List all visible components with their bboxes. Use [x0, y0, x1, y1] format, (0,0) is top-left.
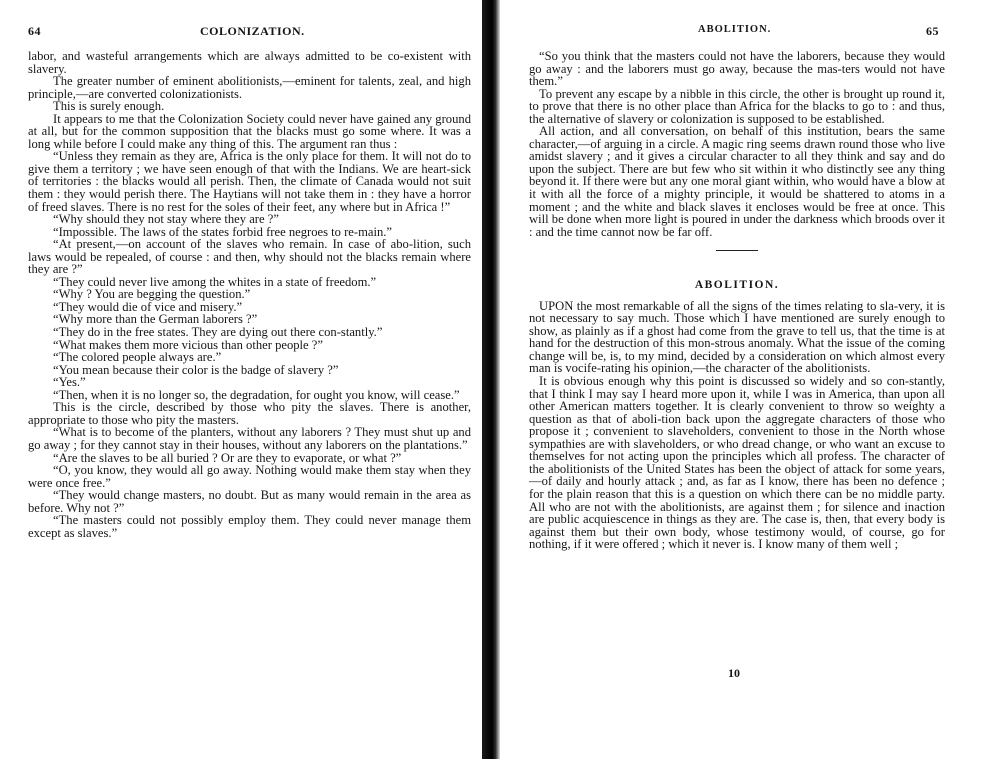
paragraph: “Why ? You are begging the question.”	[53, 287, 251, 302]
paragraph: It appears to me that the Colonization Society could never have gained any ground at all, but for the common supposition that the blacks must go some where. It was a long while before I could make any thing of this. The argument ran thus :	[28, 111, 471, 151]
paragraph: The greater number of eminent abolitionists,—eminent for talents, zeal, and high principle,—are converted colonizationists.	[28, 74, 471, 101]
paragraph: “At present,—on account of the slaves who remain. In case of abo-lition, such laws would be repealed, of course : and then, why should not the blacks remain where they are ?”	[28, 237, 471, 277]
book-gutter	[482, 0, 500, 759]
paragraph: “So you think that the masters could not have the laborers, because they would go away : and the laborers must go away, because the mas-ters would not have them.”	[529, 49, 945, 89]
paragraph: It is obvious enough why this point is discussed so widely and so con-stantly, that I think I may say I heard more upon it, while I was in America, than upon all other American matters together. It is clearly convenient to throw so weighty a question as that of aboli-tion back upon the aggregate characters of those who propose it ; convenient to slaveholders, convenient to those in the North whose sympathies are with slaveholders, or who dread change, or who want an excuse to themselves for not acting upon the principles which all profess. The character of the abolitionists of the United States has been the object of attack for some years,—of daily and hourly attack ; and, as far as I know, there has been no defence ; for the plain reason that this is a question on which there can be no middle party. All who are not with the abolitionists, are against them ; for silence and inaction are public acquiescence in things as they are. The case is, then, that every body is against them but their own body, whose testimony would, of course, go for nothing, if it were offered ; which it never is. I know many of them well ;	[529, 374, 945, 552]
paragraph: “What makes them more vicious than other people ?”	[53, 337, 323, 352]
paragraph: This is surely enough.	[53, 99, 165, 114]
paragraph: “They do in the free states. They are dying out there con-stantly.”	[53, 325, 383, 340]
paragraph: “Then, when it is no longer so, the degradation, for ought you know, will cease.”	[53, 387, 460, 402]
section-divider	[716, 250, 758, 251]
paragraph: “The colored people always are.”	[53, 350, 222, 365]
paragraph: To prevent any escape by a nibble in this circle, the other is brought up round it, to prove that there is no other place than Africa for the blacks to go to : and thus, the alternative of slavery or colonization is supposed to be established.	[529, 86, 945, 126]
running-header-left: COLONIZATION.	[200, 24, 305, 38]
paragraph: “They would die of vice and misery.”	[53, 299, 243, 314]
page-number-left: 64	[28, 24, 41, 38]
paragraph: labor, and wasteful arrangements which are always admitted to be co-existent with slavery.	[28, 49, 471, 76]
paragraph: “O, you know, they would all go away. Nothing would make them stay when they were once free.”	[28, 463, 471, 490]
section-title: ABOLITION.	[694, 279, 780, 292]
paragraph: “The masters could not possibly employ them. They could never manage them except as slaves.”	[28, 513, 471, 540]
paragraph: “You mean because their color is the badge of slavery ?”	[53, 362, 339, 377]
paragraph: “Why more than the German laborers ?”	[53, 312, 258, 327]
paragraph: UPON the most remarkable of all the signs of the times relating to sla-very, it is not necessary to say much. Those which I have mentioned are surely enough to show, as plainly as if a ghost had come from the grave to tell us, that the time is at hand for the destruction of this mon-strous anomaly. What the issue of the coming change will be, is, to my mind, decided by a consideration on which almost every man is vocife-rating his opinion,—the character of the abolitionists.	[529, 298, 945, 376]
paragraph: “Impossible. The laws of the states forbid free negroes to re-main.”	[53, 224, 392, 239]
paragraph: “What is to become of the planters, without any laborers ? They must shut up and go away ; for they cannot stay in their houses, without any laborers on the plantations.”	[28, 425, 471, 452]
right-page-body	[529, 50, 945, 551]
left-page-body	[28, 50, 471, 539]
signature-mark: 10	[728, 666, 740, 680]
paragraph: “They could never live among the whites in a state of freedom.”	[53, 274, 377, 289]
page-number-right: 65	[926, 24, 939, 38]
paragraph: This is the circle, described by those who pity the slaves. There is another, appropriate to those who pity the masters.	[28, 400, 471, 427]
paragraph: All action, and all conversation, on behalf of this institution, bears the same character,—of arguing in a circle. A magic ring seems drawn round those who live amidst slavery ; and it gives a circular character to all they think and say and do upon the subject. There are but few who sit within it who distinctly see any thing beyond it. If there were but any one moral giant within, who would have a blow at it with all the force of a mighty principle, it would be shattered to atoms in a moment ; and the white and black slaves it encloses would be free at once. This will be done when more light is poured in under the darkness which broods over it : and the time cannot now be far off.	[529, 124, 945, 239]
paragraph: “Unless they remain as they are, Africa is the only place for them. It will not do to give them a territory ; we have seen enough of that with the Indians. We are heart-sick of territories : the blacks would all perish. Then, the climate of Canada would not suit them : they would perish there. The Haytians will not take them in : they have a horror of freed slaves. There is no rest for the soles of their feet, any where but in Africa !”	[28, 149, 471, 214]
paragraph: “Why should they not stay where they are ?”	[53, 212, 279, 227]
paragraph: “Yes.”	[53, 375, 86, 390]
paragraph: “They would change masters, no doubt. But as many would remain in the area as before. Why not ?”	[28, 488, 471, 515]
running-header-right: ABOLITION.	[698, 24, 772, 35]
paragraph: “Are the slaves to be all buried ? Or are they to evaporate, or what ?”	[53, 450, 402, 465]
